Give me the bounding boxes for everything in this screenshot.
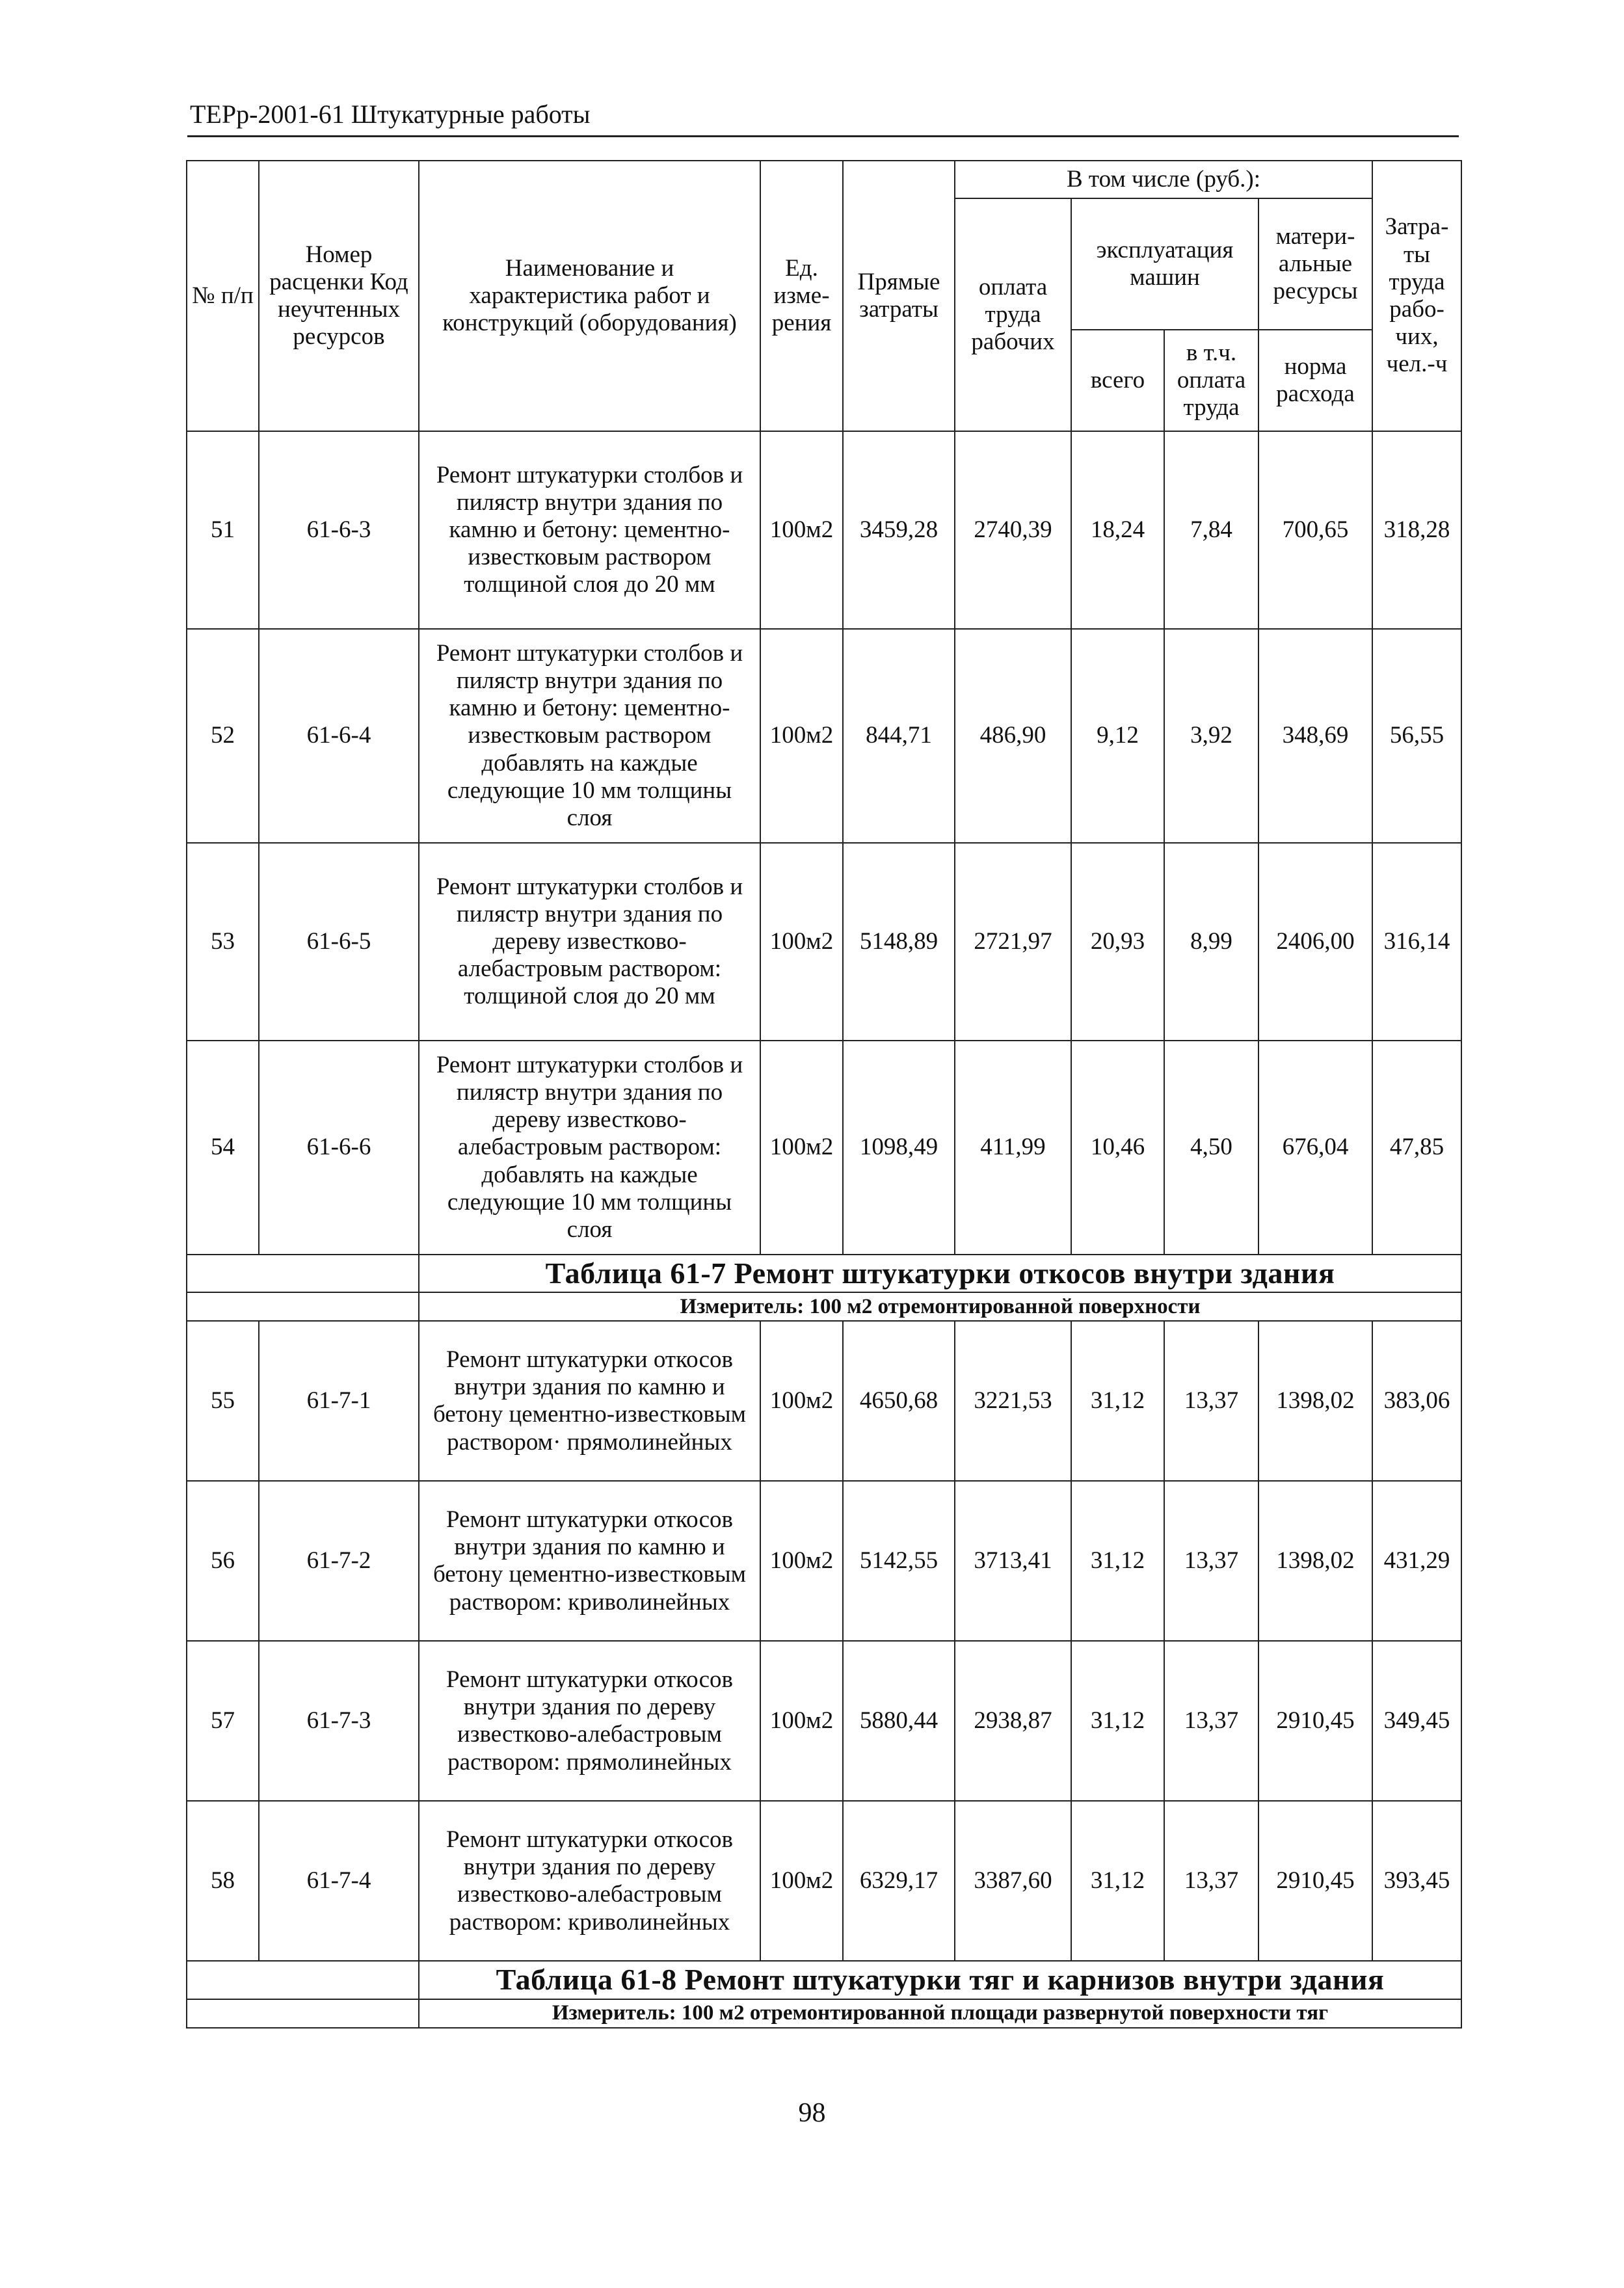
row-description: Ремонт штукатурки откосов внутри здания по камню и бетону цементно-известковым раствором· прямолинейных (419, 1321, 760, 1481)
row-machines-total: 20,93 (1071, 843, 1164, 1041)
price-table (186, 160, 1462, 2029)
row-description: Ремонт штукатурки откосов внутри здания по дереву известково-алебастровым раствором: прямолинейных (419, 1641, 760, 1801)
row-num: 57 (187, 1641, 259, 1801)
row-direct-cost: 5880,44 (843, 1641, 955, 1801)
row-direct-cost: 1098,49 (843, 1041, 955, 1255)
row-code: 61-7-1 (259, 1321, 419, 1481)
row-code: 61-6-4 (259, 629, 419, 843)
row-machines-total: 31,12 (1071, 1641, 1164, 1801)
row-wage: 2938,87 (955, 1641, 1071, 1801)
table-row (187, 1641, 1461, 1801)
section-measure-row (187, 1999, 1461, 2028)
row-num: 58 (187, 1801, 259, 1961)
section-spacer (187, 1961, 419, 1999)
row-machines-wage: 13,37 (1164, 1641, 1258, 1801)
header-direct: Прямые затраты (843, 161, 955, 431)
header-materials: матери-альные ресурсы (1258, 198, 1372, 330)
row-num: 51 (187, 431, 259, 629)
row-materials: 2910,45 (1258, 1801, 1372, 1961)
page-number: 98 (798, 2098, 826, 2128)
row-machines-wage: 8,99 (1164, 843, 1258, 1041)
section-title: Таблица 61-7 Ремонт штукатурки откосов внутри здания (419, 1255, 1461, 1292)
row-description: Ремонт штукатурки столбов и пилястр внутри здания по камню и бетону: цементно-известковым раствором добавлять на каждые следующие 10 мм толщины слоя (419, 629, 760, 843)
row-unit: 100м2 (760, 431, 843, 629)
row-direct-cost: 6329,17 (843, 1801, 955, 1961)
row-direct-cost: 844,71 (843, 629, 955, 843)
row-wage: 3387,60 (955, 1801, 1071, 1961)
row-machines-total: 31,12 (1071, 1801, 1164, 1961)
row-direct-cost: 5142,55 (843, 1481, 955, 1641)
row-description: Ремонт штукатурки столбов и пилястр внутри здания по дереву известково-алебастровым раствором: добавлять на каждые следующие 10 мм толщины слоя (419, 1041, 760, 1255)
row-num: 53 (187, 843, 259, 1041)
row-machines-wage: 7,84 (1164, 431, 1258, 629)
row-num: 55 (187, 1321, 259, 1481)
table-row (187, 1481, 1461, 1641)
row-unit: 100м2 (760, 1041, 843, 1255)
row-machines-wage: 13,37 (1164, 1801, 1258, 1961)
row-wage: 411,99 (955, 1041, 1071, 1255)
row-labor: 383,06 (1372, 1321, 1461, 1481)
row-unit: 100м2 (760, 1481, 843, 1641)
header-rule (187, 135, 1459, 137)
section-measure: Измеритель: 100 м2 отремонтированной поверхности (419, 1292, 1461, 1321)
row-labor: 393,45 (1372, 1801, 1461, 1961)
header-name: Наименование и характеристика работ и конструкций (оборудования) (419, 161, 760, 431)
row-unit: 100м2 (760, 843, 843, 1041)
header-machines: эксплуатация машин (1071, 198, 1258, 330)
row-code: 61-6-5 (259, 843, 419, 1041)
table-row (187, 1801, 1461, 1961)
row-unit: 100м2 (760, 1641, 843, 1801)
row-num: 56 (187, 1481, 259, 1641)
row-labor: 318,28 (1372, 431, 1461, 629)
header-incl: В том числе (руб.): (955, 161, 1372, 198)
table-row (187, 843, 1461, 1041)
row-materials: 1398,02 (1258, 1481, 1372, 1641)
row-num: 52 (187, 629, 259, 843)
section-spacer (187, 1292, 419, 1321)
row-labor: 316,14 (1372, 843, 1461, 1041)
header-labor: Затра-ты труда рабо-чих, чел.-ч (1372, 161, 1461, 431)
table-row (187, 1041, 1461, 1255)
section-measure-row (187, 1292, 1461, 1321)
row-labor: 349,45 (1372, 1641, 1461, 1801)
header-unit: Ед. изме-рения (760, 161, 843, 431)
row-num: 54 (187, 1041, 259, 1255)
row-unit: 100м2 (760, 1321, 843, 1481)
row-machines-total: 31,12 (1071, 1481, 1164, 1641)
row-machines-total: 18,24 (1071, 431, 1164, 629)
header-code: Номер расценки Код неучтенных ресурсов (259, 161, 419, 431)
row-materials: 1398,02 (1258, 1321, 1372, 1481)
row-description: Ремонт штукатурки откосов внутри здания по дереву известково-алебастровым раствором: криволинейных (419, 1801, 760, 1961)
row-materials: 2406,00 (1258, 843, 1372, 1041)
section-spacer (187, 1999, 419, 2028)
row-direct-cost: 5148,89 (843, 843, 955, 1041)
row-machines-wage: 4,50 (1164, 1041, 1258, 1255)
header-num: № п/п (187, 161, 259, 431)
row-materials: 2910,45 (1258, 1641, 1372, 1801)
row-wage: 486,90 (955, 629, 1071, 843)
row-direct-cost: 3459,28 (843, 431, 955, 629)
header-norm: норма расхода (1258, 330, 1372, 431)
row-direct-cost: 4650,68 (843, 1321, 955, 1481)
row-machines-wage: 13,37 (1164, 1481, 1258, 1641)
row-description: Ремонт штукатурки столбов и пилястр внутри здания по камню и бетону: цементно-известковым раствором толщиной слоя до 20 мм (419, 431, 760, 629)
row-labor: 47,85 (1372, 1041, 1461, 1255)
section-spacer (187, 1255, 419, 1292)
section-title-row (187, 1961, 1461, 1999)
header-mach-wage: в т.ч. оплата труда (1164, 330, 1258, 431)
row-labor: 56,55 (1372, 629, 1461, 843)
row-wage: 2721,97 (955, 843, 1071, 1041)
row-code: 61-7-3 (259, 1641, 419, 1801)
row-unit: 100м2 (760, 629, 843, 843)
row-code: 61-7-2 (259, 1481, 419, 1641)
row-description: Ремонт штукатурки столбов и пилястр внутри здания по дереву известково-алебастровым раствором: толщиной слоя до 20 мм (419, 843, 760, 1041)
section-measure: Измеритель: 100 м2 отремонтированной площади развернутой поверхности тяг (419, 1999, 1461, 2028)
header-row-1 (187, 161, 1461, 198)
row-wage: 3221,53 (955, 1321, 1071, 1481)
row-machines-total: 31,12 (1071, 1321, 1164, 1481)
section-title-row (187, 1255, 1461, 1292)
row-unit: 100м2 (760, 1801, 843, 1961)
row-code: 61-6-3 (259, 431, 419, 629)
row-labor: 431,29 (1372, 1481, 1461, 1641)
row-code: 61-6-6 (259, 1041, 419, 1255)
section-title: Таблица 61-8 Ремонт штукатурки тяг и карнизов внутри здания (419, 1961, 1461, 1999)
row-machines-wage: 13,37 (1164, 1321, 1258, 1481)
header-mach-total: всего (1071, 330, 1164, 431)
row-materials: 348,69 (1258, 629, 1372, 843)
row-materials: 676,04 (1258, 1041, 1372, 1255)
page-header: ТЕРр-2001-61 Штукатурные работы (190, 100, 591, 129)
row-wage: 3713,41 (955, 1481, 1071, 1641)
row-materials: 700,65 (1258, 431, 1372, 629)
row-description: Ремонт штукатурки откосов внутри здания по камню и бетону цементно-известковым раствором: криволинейных (419, 1481, 760, 1641)
row-code: 61-7-4 (259, 1801, 419, 1961)
table-row (187, 1321, 1461, 1481)
row-wage: 2740,39 (955, 431, 1071, 629)
header-wage: оплата труда рабочих (955, 198, 1071, 431)
table-row (187, 629, 1461, 843)
row-machines-wage: 3,92 (1164, 629, 1258, 843)
table-row (187, 431, 1461, 629)
row-machines-total: 9,12 (1071, 629, 1164, 843)
row-machines-total: 10,46 (1071, 1041, 1164, 1255)
